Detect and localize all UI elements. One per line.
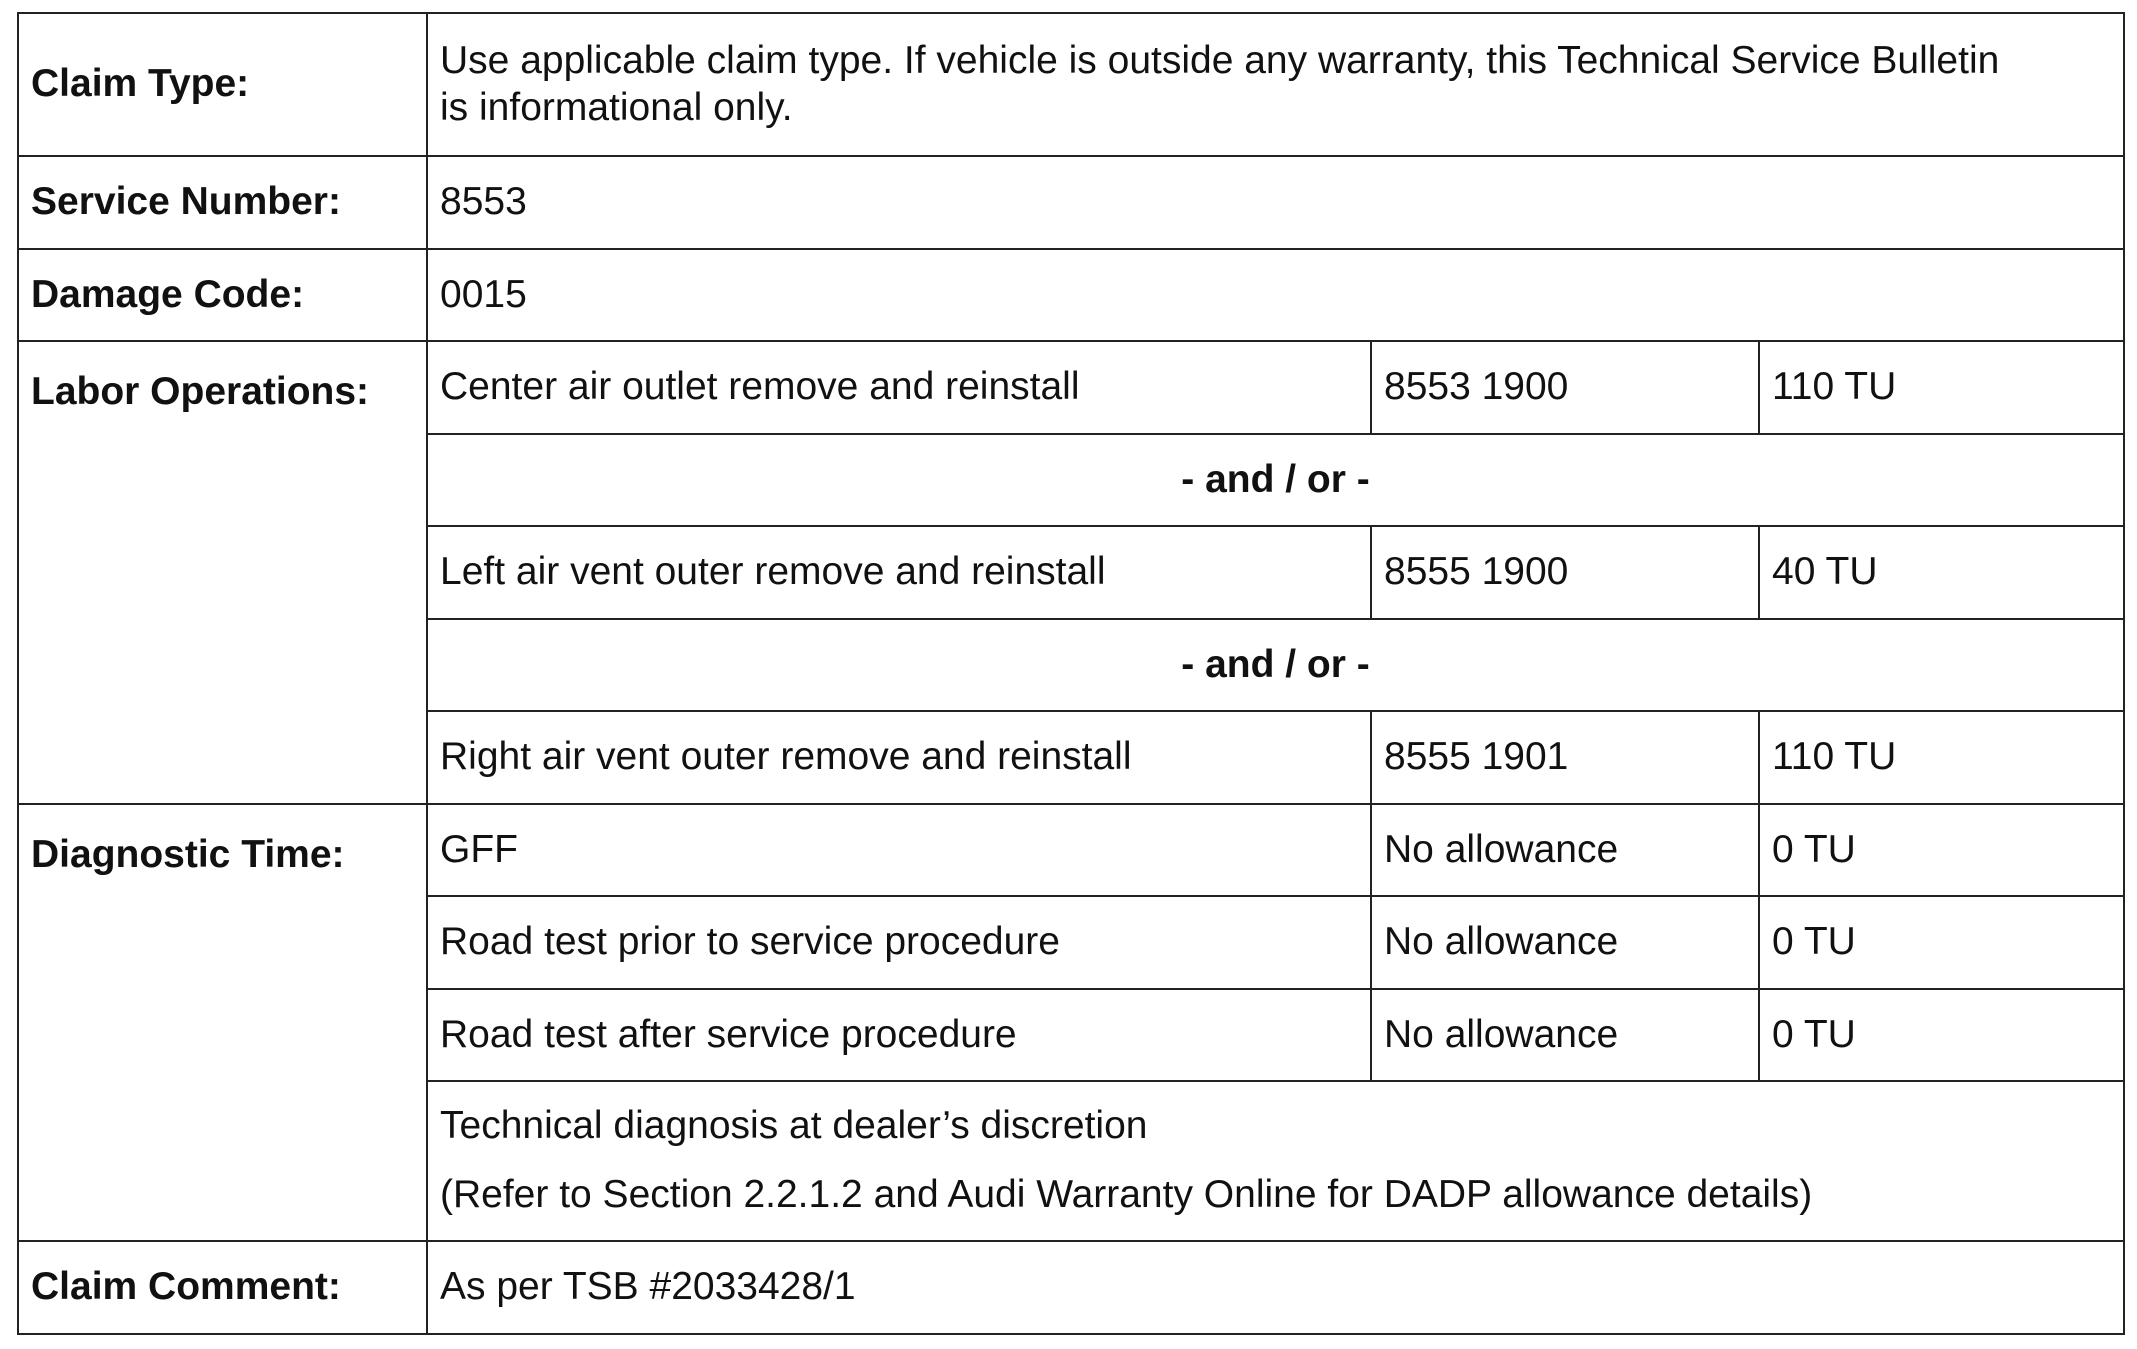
claim-type-label [18,13,427,156]
labor-operations-label-text: Labor Operations: [31,370,370,413]
claim-type-text-line2: is informational only. [440,85,793,129]
damage-code-row [18,249,2124,341]
damage-code-value: 0015 [427,249,2124,341]
service-number-label [18,156,427,249]
service-number-label-text: Service Number: [31,180,341,224]
claim-type-text-line1: Use applicable claim type. If vehicle is outside any warranty, this Technical Service Bulletin [440,38,2000,82]
damage-code-label [18,249,427,341]
diagnostic-time: 0 TU [1759,896,2124,989]
labor-operation-time: 110 TU [1759,341,2124,434]
diagnostic-note-line2: (Refer to Section 2.2.1.2 and Audi Warranty Online for DADP allowance details) [440,1173,1813,1216]
diagnostic-row [18,804,2124,896]
service-number-value: 8553 [427,156,2124,249]
diagnostic-time-label [18,804,427,1241]
labor-operation-row [18,341,2124,434]
labor-operation-code: 8553 1900 [1371,341,1759,434]
diagnostic-description: GFF [427,804,1371,896]
diagnostic-note [427,1081,2124,1241]
diagnostic-description: Road test after service procedure [427,989,1371,1081]
claim-type-value [427,13,2124,156]
diagnostic-description: Road test prior to service procedure [427,896,1371,989]
labor-operation-time: 110 TU [1759,711,2124,804]
claim-type-label-text: Claim Type: [31,62,250,106]
and-or-separator: - and / or - [427,434,2124,526]
claim-comment-row [18,1241,2124,1334]
diagnostic-time: 0 TU [1759,804,2124,896]
diagnostic-code: No allowance [1371,989,1759,1081]
claim-comment-label-text: Claim Comment: [31,1265,341,1309]
labor-operation-code: 8555 1900 [1371,526,1759,619]
labor-operation-description: Right air vent outer remove and reinstall [427,711,1371,804]
diagnostic-time: 0 TU [1759,989,2124,1081]
and-or-separator: - and / or - [427,619,2124,711]
claim-comment-label [18,1241,427,1334]
diagnostic-code: No allowance [1371,896,1759,989]
diagnostic-note-line1: Technical diagnosis at dealer’s discretion [440,1104,1148,1148]
labor-operation-description: Left air vent outer remove and reinstall [427,526,1371,619]
labor-operation-description: Center air outlet remove and reinstall [427,341,1371,434]
labor-operation-code: 8555 1901 [1371,711,1759,804]
damage-code-label-text: Damage Code: [31,272,305,316]
service-number-row [18,156,2124,249]
labor-operation-time: 40 TU [1759,526,2124,619]
warranty-claim-table [17,12,2125,1335]
diagnostic-time-label-text: Diagnostic Time: [31,833,345,876]
claim-type-row [18,13,2124,156]
claim-comment-value: As per TSB #2033428/1 [427,1241,2124,1334]
diagnostic-code: No allowance [1371,804,1759,896]
labor-operations-label [18,341,427,804]
